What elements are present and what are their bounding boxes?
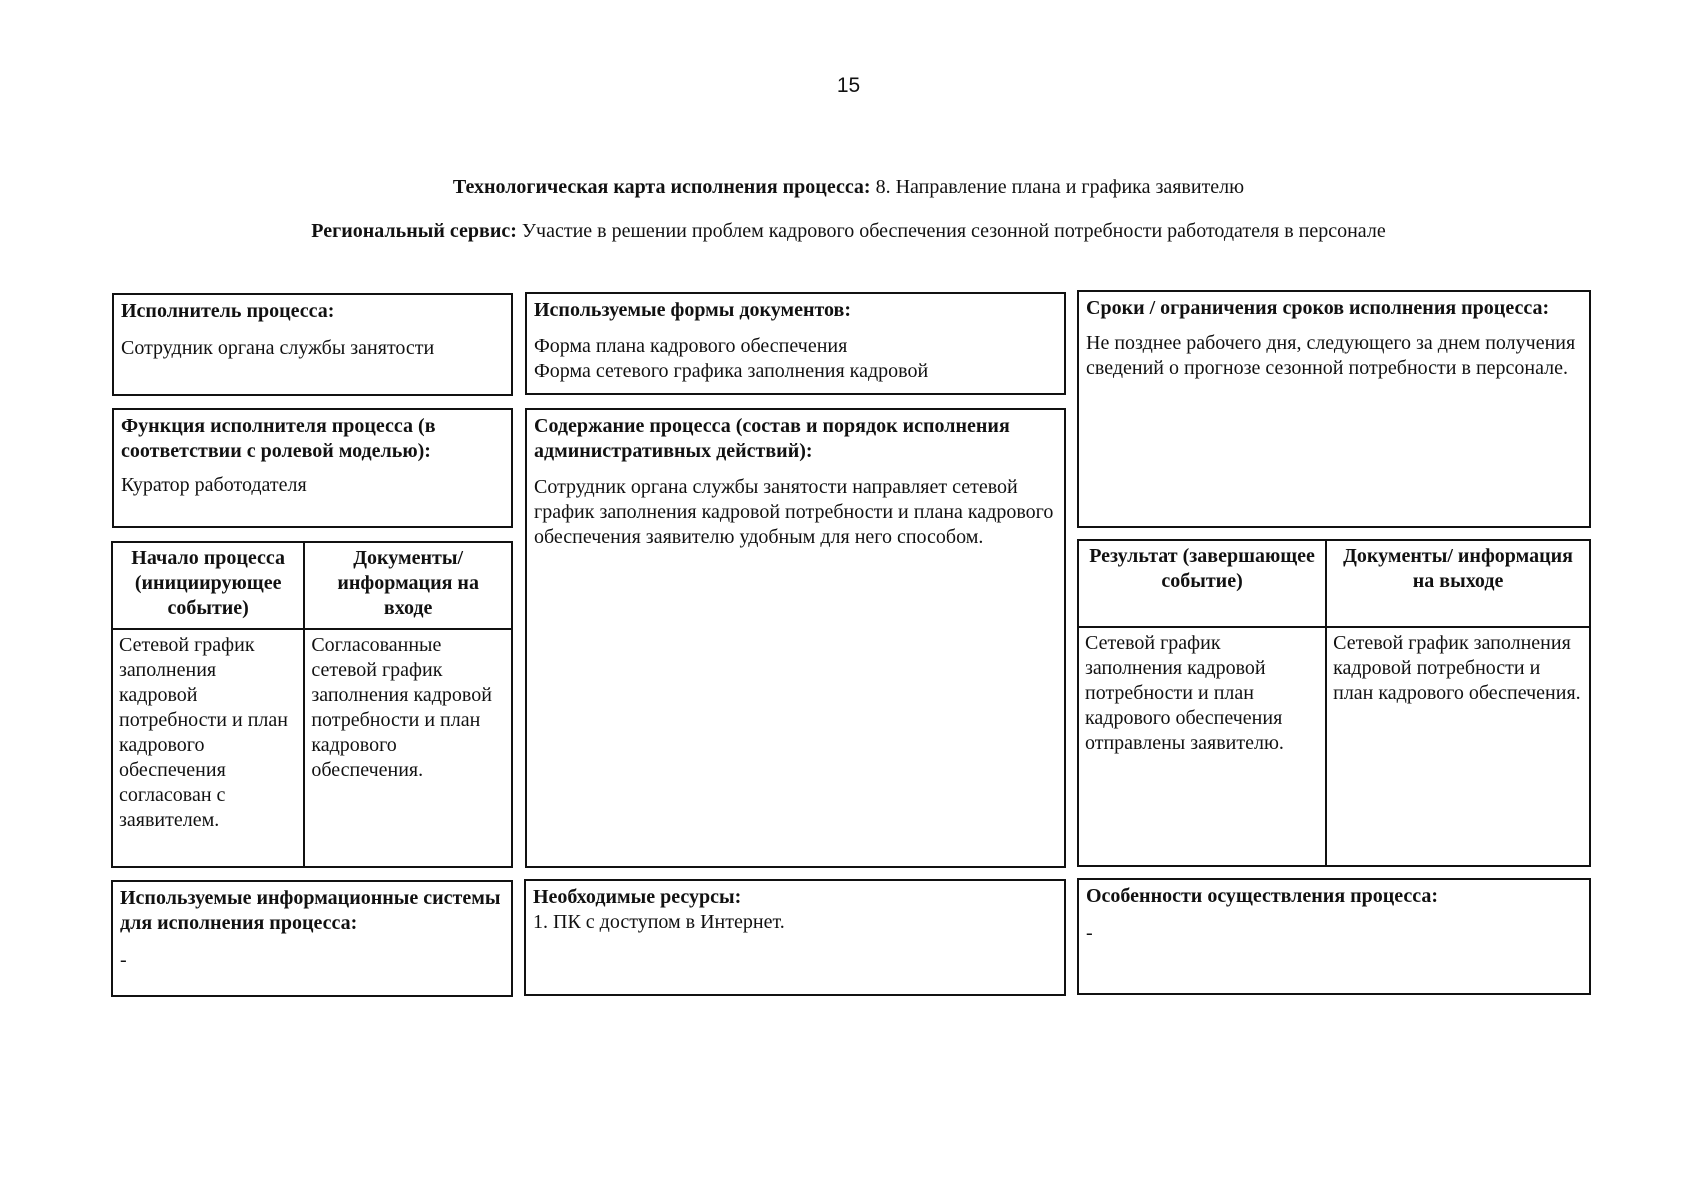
executor-box	[112, 293, 513, 396]
resources-box	[524, 879, 1066, 996]
table-row	[1078, 627, 1590, 866]
executor-text: Сотрудник органа службы занятости	[121, 337, 435, 359]
deadlines-heading: Сроки / ограничения сроков исполнения процесса:	[1086, 297, 1550, 319]
process-title-value: 8. Направление плана и графика заявителю	[875, 176, 1245, 198]
start-table	[111, 541, 513, 868]
features-box	[1077, 878, 1591, 995]
content-text: Сотрудник органа службы занятости направляет сетевой график заполнения кадровой потребности и плана кадрового обеспечения заявителю удобным для него способом.	[534, 476, 1054, 548]
page-number: 15	[836, 74, 861, 97]
input-docs-value: Согласованные сетевой график заполнения кадровой потребности и план кадрового обеспечения.	[304, 629, 512, 867]
start-header: Начало процесса (инициирующее событие)	[112, 542, 304, 629]
service-title	[0, 220, 1697, 243]
executor-heading: Исполнитель процесса:	[121, 300, 335, 322]
result-table	[1077, 539, 1591, 867]
forms-box	[525, 292, 1066, 395]
content-box	[525, 408, 1066, 868]
forms-item: Форма плана кадрового обеспечения	[534, 335, 848, 357]
deadlines-text: Не позднее рабочего дня, следующего за днем получения сведений о прогнозе сезонной потребности в персонале.	[1086, 332, 1576, 379]
result-header: Результат (завершающее событие)	[1078, 540, 1326, 627]
resources-heading: Необходимые ресурсы:	[533, 886, 742, 908]
process-title	[0, 176, 1697, 199]
deadlines-box	[1077, 290, 1591, 528]
features-text: -	[1086, 922, 1093, 944]
service-title-label: Региональный сервис:	[311, 220, 517, 242]
service-title-value: Участие в решении проблем кадрового обеспечения сезонной потребности работодателя в персонале	[521, 220, 1386, 242]
function-box	[112, 408, 513, 528]
systems-heading: Используемые информационные системы для исполнения процесса:	[120, 887, 501, 934]
table-row	[112, 542, 512, 629]
function-text: Куратор работодателя	[121, 474, 307, 496]
input-docs-header: Документы/ информация на входе	[304, 542, 512, 629]
result-value: Сетевой график заполнения кадровой потребности и план кадрового обеспечения отправлены заявителю.	[1078, 627, 1326, 866]
process-title-label: Технологическая карта исполнения процесса:	[452, 176, 871, 198]
forms-item: Форма сетевого графика заполнения кадровой	[534, 360, 929, 382]
start-value: Сетевой график заполнения кадровой потребности и план кадрового обеспечения согласован с заявителем.	[112, 629, 304, 867]
output-docs-header: Документы/ информация на выходе	[1326, 540, 1590, 627]
content-heading: Содержание процесса (состав и порядок исполнения административных действий):	[534, 415, 1010, 462]
forms-heading: Используемые формы документов:	[534, 299, 852, 321]
table-row	[1078, 540, 1590, 627]
resources-text: 1. ПК с доступом в Интернет.	[533, 911, 785, 933]
systems-text: -	[120, 949, 127, 971]
features-heading: Особенности осуществления процесса:	[1086, 885, 1439, 907]
systems-box	[111, 880, 513, 997]
table-row	[112, 629, 512, 867]
function-heading: Функция исполнителя процесса (в соответствии с ролевой моделью):	[121, 415, 436, 462]
output-docs-value: Сетевой график заполнения кадровой потребности и план кадрового обеспечения.	[1326, 627, 1590, 866]
